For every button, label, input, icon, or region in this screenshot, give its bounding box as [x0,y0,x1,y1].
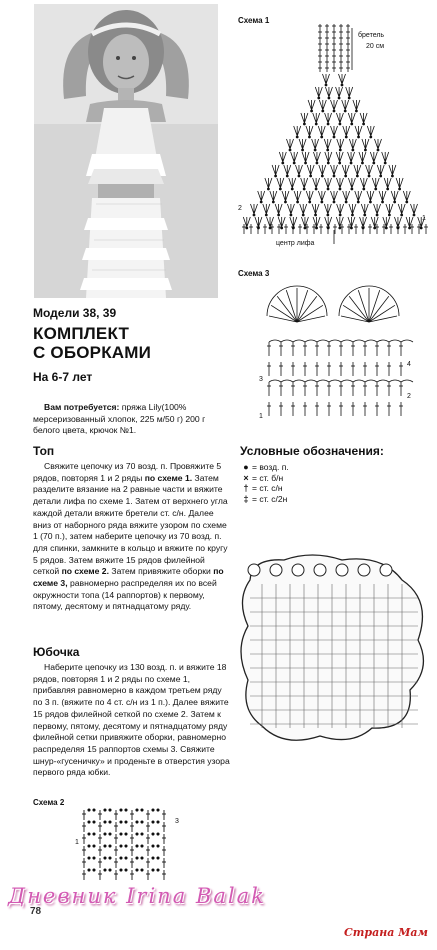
age-range: На 6-7 лет [33,370,93,384]
scheme-2-row-3: 3 [175,818,179,825]
scheme-2-diagram [72,806,182,884]
skirt-instructions: Наберите цепочку из 130 возд. п. и вяжите 18 рядов, повторяя 1 и 2 ряды по схеме 1, прибавляя равномерно в каждом третьем ряду по 3 п. (вяжите по 4 ст. с/н из 1 п.). Далее вяжите 15 рядов филейной сеткой по схеме 2. Затем к первому, пятому, десятому и пятнадцатому ряду филейной сетки привяжите оборки, равномерно распределяя 15 раппортов схемы 3. Свяжите шнур-«гусеничку» и проденьте в отверстия узора первого ряда юбки. [33,662,230,778]
title-line-1: КОМПЛЕКТ [33,324,130,343]
site-logo-text: Страна Мам [344,926,428,939]
watermark-signature: Дневник Irina Balak [8,884,266,908]
materials-text: пряжа Lily(100% мерсеризованный хлопок, 225 м/50 г) 200 г белого цвета, крючок №1. [33,402,206,436]
article-heading [33,306,233,384]
legend-item-single: × = ст. б/н [240,473,435,484]
scheme-2-label: Схема 2 [33,798,65,807]
treble-crochet-icon: ‡ [243,493,249,504]
section-title-top: Топ [33,444,55,458]
model-photo [34,4,218,298]
legend-item-treble: ‡ = ст. с/2н [240,494,435,505]
scheme-3-row-3: 3 [259,376,263,383]
scheme-3-diagram [255,276,425,436]
scheme-1-row-1: 1 [422,215,426,222]
scheme-1-label: Схема 1 [238,16,270,25]
center-label: центр лифа [276,240,315,247]
scheme-1-diagram [236,12,436,252]
materials-label: Вам потребуется: [44,402,120,412]
scheme-2-row-1: 1 [75,839,79,846]
scheme-3-label: Схема 3 [238,269,270,278]
model-numbers: Модели 38, 39 [33,306,117,320]
materials-paragraph [33,402,233,437]
scheme-1-row-2: 2 [238,205,242,212]
legend-item-chain: ● = возд. п. [240,462,435,473]
single-crochet-icon: × [243,472,249,483]
legend-item-double: † = ст. с/н [240,483,435,494]
chain-stitch-icon: ● [243,462,249,472]
strap-length: 20 см [366,43,385,50]
section-title-skirt: Юбочка [33,645,80,659]
strap-label: бретель [358,32,385,39]
frill-swatch-drawing [232,540,432,750]
girl-illustration [34,4,218,298]
legend-title: Условные обозначения: [240,444,384,458]
legend [240,444,435,504]
scheme-3-row-2: 2 [407,393,411,400]
page-number: 78 [30,906,42,917]
double-crochet-icon: † [243,483,249,493]
title-line-2: С ОБОРКАМИ [33,343,152,362]
scheme-3-row-4: 4 [407,361,411,368]
scheme-3-row-1: 1 [259,413,263,420]
top-instructions: Свяжите цепочку из 70 возд. п. Провяжите 5 рядов, повторяя 1 и 2 ряды по схеме 1. Затем разделите вязание на 2 равные части и вяжите детали лифа по схеме 1. Затем от верхнего угла каждой детали вяжите бретели ст. с/н. Далее вниз от наборного ряда вяжите узором по схеме 1 (70 п.), затем наберите цепочку из 70 возд. п. для спинки, замкните в кольцо и вяжите по кругу 5 рядов. Затем вяжите 15 рядов филейной сеткой по схеме 2. Затем привяжите оборки по схеме 3, равномерно распределяя их по всей окружности топа (14 раппортов) к первому, пятому, десятому и пятнадцатому ряду. [33,461,228,612]
